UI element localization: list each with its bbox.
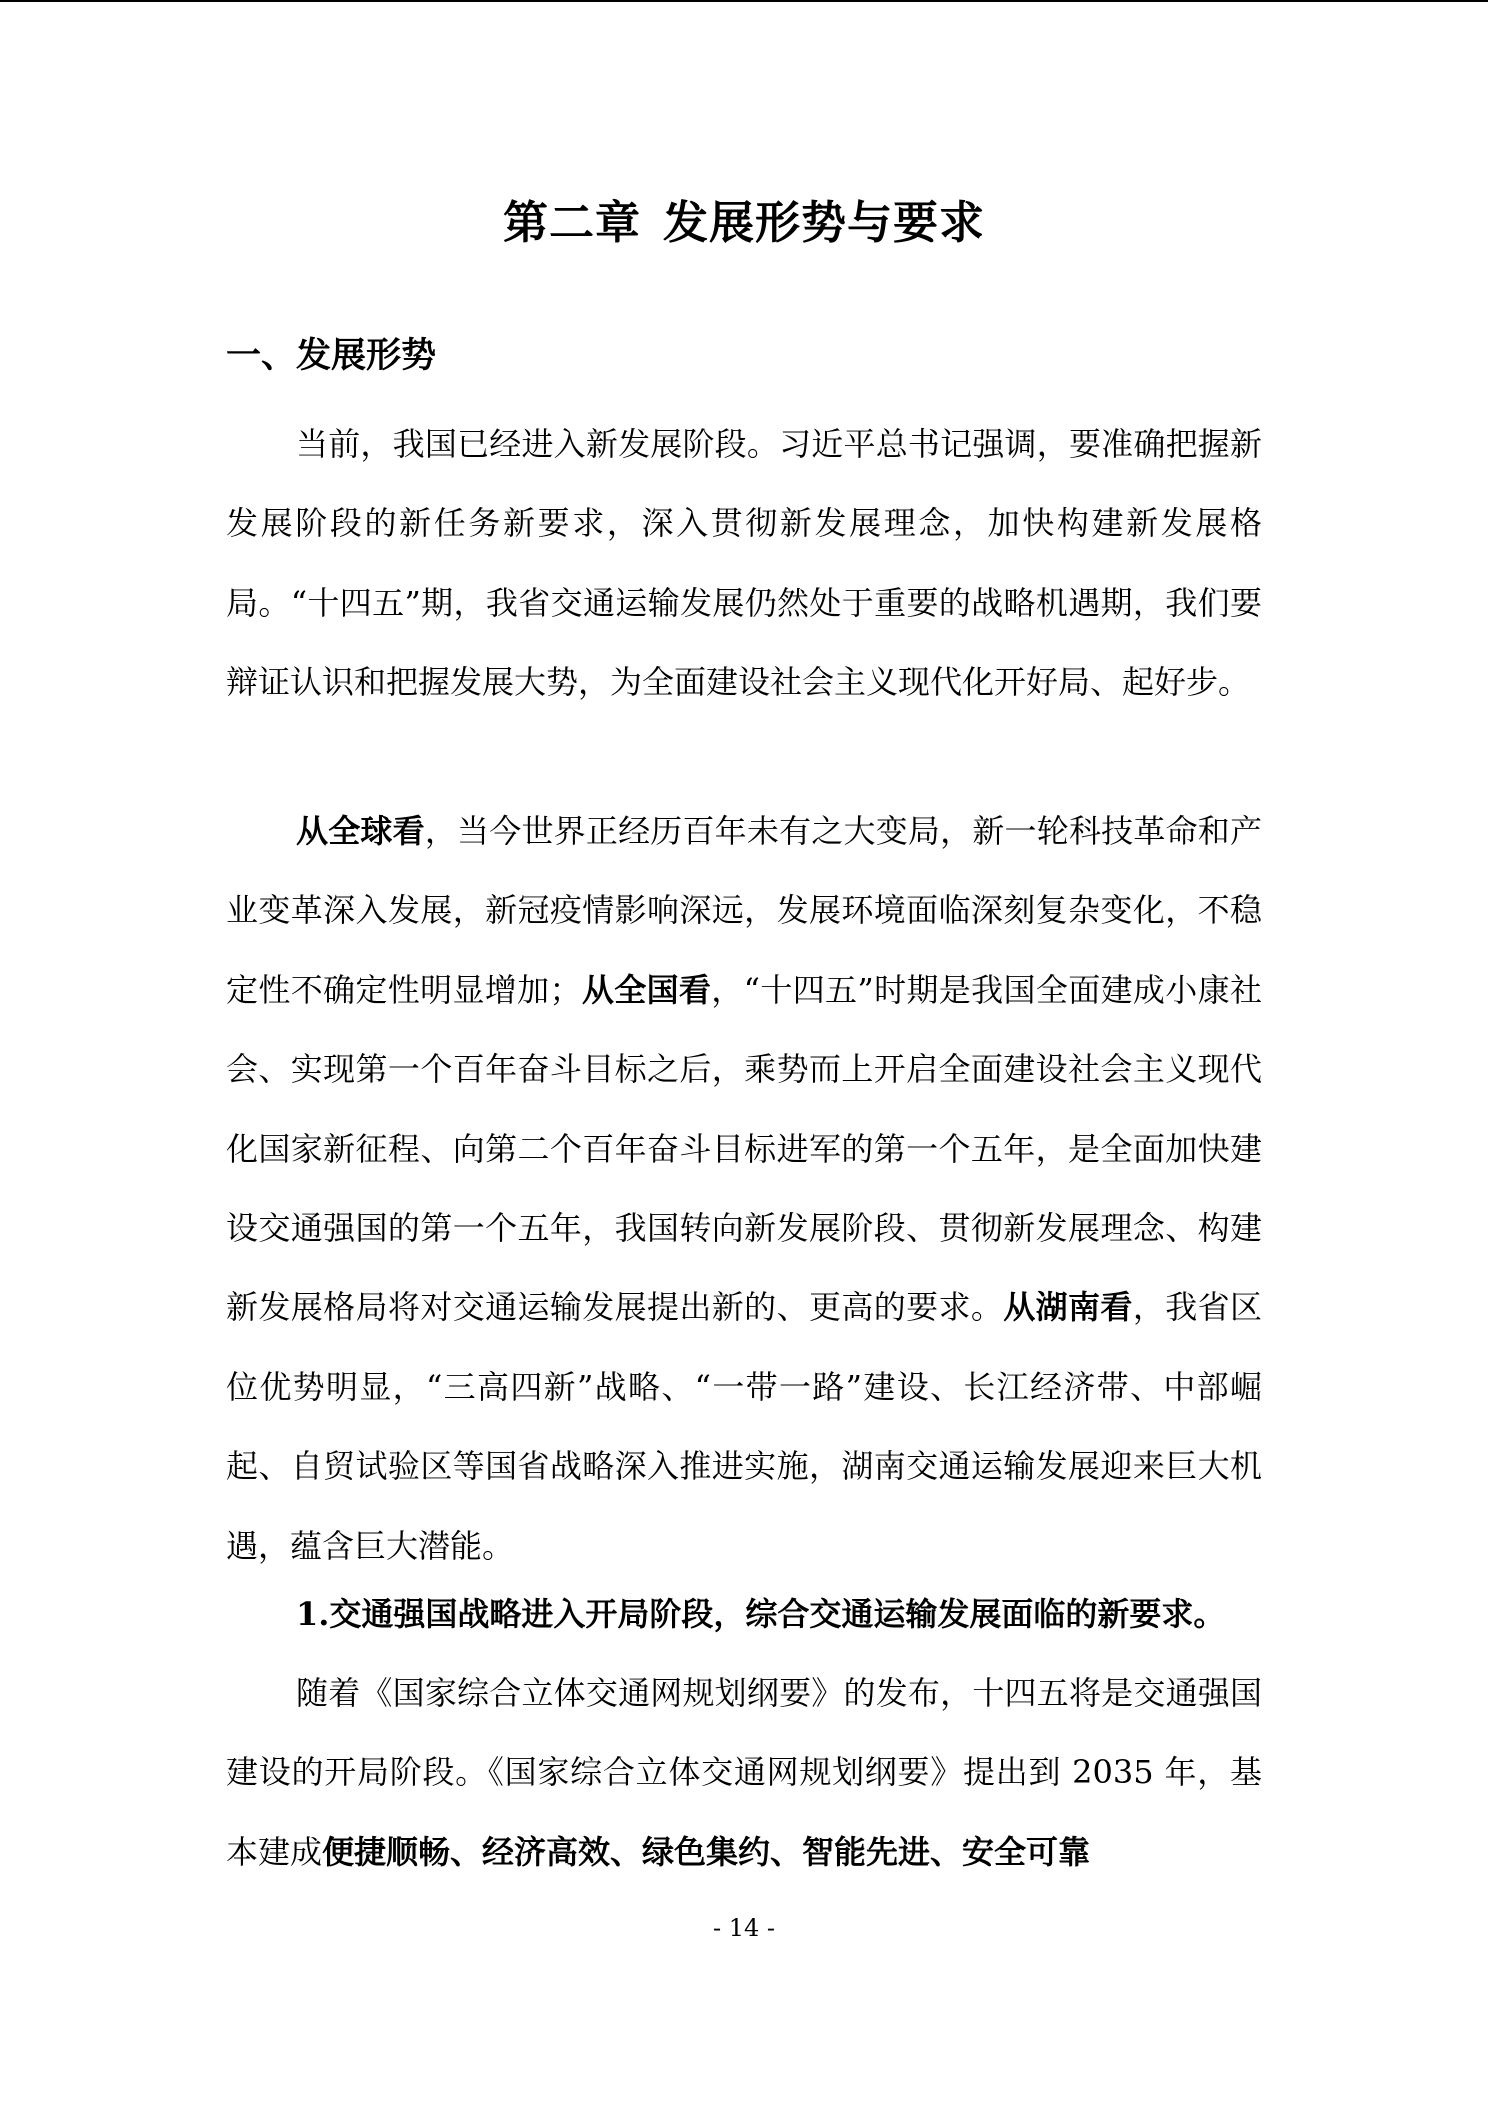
- subsection-heading: 1.交通强国战略进入开局阶段，综合交通运输发展面临的新要求。: [296, 1595, 1226, 1633]
- chapter-name: 发展形势与要求: [663, 196, 986, 249]
- text-national: ，“十四五”时期是我国全面建成小康社会、实现第一个百年奋斗目标之后，乘势而上开启全面建设社会主义现代化国家新征程、向第二个百年奋斗目标进军的第一个五年，是全面加快建设交通强国的第一个五年，我国转向新发展阶段、贯彻新发展理念、构建新发展格局将对交通运输发展提出新的、更高的要求。: [226, 970, 1262, 1327]
- section-heading: 一、发展形势: [226, 335, 437, 376]
- emphasis-hunan: 从湖南看: [1003, 1288, 1133, 1327]
- emphasis-transport-goals: 便捷顺畅、经济高效、绿色集约、智能先进、安全可靠: [322, 1832, 1091, 1871]
- paragraph-global-national-hunan: [226, 792, 1262, 1586]
- chapter-number: 第二章: [502, 196, 641, 249]
- paragraph-transport-plan: [226, 1654, 1262, 1892]
- paragraph-current-stage: 当前，我国已经进入新发展阶段。习近平总书记强调，要准确把握新发展阶段的新任务新要求，深入贯彻新发展理念，加快构建新发展格局。“十四五”期，我省交通运输发展仍然处于重要的战略机遇期，我们要辩证认识和把握发展大势，为全面建设社会主义现代化开好局、起好步。: [226, 425, 1262, 702]
- page-number: - 14 -: [712, 1914, 775, 1942]
- chapter-title: [0, 193, 1488, 253]
- top-border-line: [0, 0, 1488, 2]
- text-transport-plan: 随着《国家综合立体交通网规划纲要》的发布，十四五将是交通强国建设的开局阶段。《国家综合立体交通网规划纲要》提出到 2035 年，基本建成: [226, 1674, 1262, 1871]
- text-global: ，当今世界正经历百年未有之大变局，新一轮科技革命和产业变革深入发展，新冠疫情影响深远，发展环境面临深刻复杂变化，不稳定性不确定性明显增加；: [226, 812, 1262, 1009]
- emphasis-national: 从全国看: [581, 970, 712, 1009]
- text-hunan: ，我省区位优势明显，“三高四新”战略、“一带一路”建设、长江经济带、中部崛起、自贸试验区等国省战略深入推进实施，湖南交通运输发展迎来巨大机遇，蕴含巨大潜能。: [226, 1288, 1262, 1565]
- emphasis-global: 从全球看: [296, 812, 425, 850]
